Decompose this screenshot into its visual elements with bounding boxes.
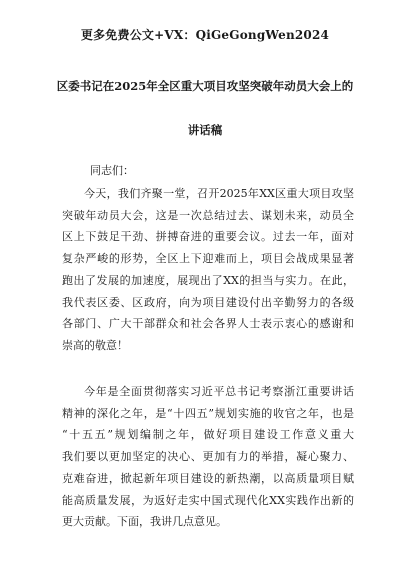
paragraph-line: 今年是全面贯彻落实习近平总书记考察浙江重要讲话 bbox=[84, 385, 354, 398]
paragraph-line: 我们要以更加坚定的决心、更加有力的举措，凝心聚力、 bbox=[62, 450, 354, 464]
paragraph-line: 各部门、广大干部群众和社会各界人士表示衷心的感谢和 bbox=[62, 317, 354, 331]
document-subtitle: 讲话稿 bbox=[187, 123, 223, 137]
paragraph-1 bbox=[62, 183, 354, 357]
paragraph-line: 区上下鼓足干劲、拼搏奋进的重要会议。过去一年，面对 bbox=[62, 230, 354, 244]
paragraph-line: “十五五”规划编制之年，做好项目建设工作意义重大 bbox=[62, 428, 354, 442]
paragraph-line: 能高质量发展，为返好走实中国式现代化XX实践作出新的 bbox=[62, 493, 354, 507]
paragraph-line: 今天，我们齐聚一堂，召开2025年XX区重大项目攻坚 bbox=[84, 187, 354, 200]
paragraph-line: 更大贡献。下面，我讲几点意见。 bbox=[62, 515, 227, 529]
paragraph-line: 复杂严峻的形势，全区上下迎难而上，项目会战成果显著 bbox=[62, 252, 354, 266]
paragraph-line: 我代表区委、区政府，向为项目建设付出辛勤努力的各级 bbox=[62, 295, 354, 309]
paragraph-line: 克难奋进，掀起新年项目建设的新热潮，以高质量项目赋 bbox=[62, 471, 354, 485]
document-title: 区委书记在2025年全区重大项目攻坚突破年动员大会上的 bbox=[56, 79, 354, 93]
watermark-header: 更多免费公文+VX：QiGeGongWen2024 bbox=[80, 28, 330, 42]
paragraph-line: 跑出了发展的加速度，展现出了XX的担当与实力。在此， bbox=[62, 273, 354, 287]
paragraph-line: 突破年动员大会，这是一次总结过去、谋划未来，动员全 bbox=[62, 208, 354, 222]
paragraph-line: 崇高的敬意！ bbox=[62, 338, 128, 352]
paragraph-2 bbox=[62, 381, 354, 533]
salutation: 同志们： bbox=[90, 164, 134, 177]
paragraph-line: 精神的深化之年，是“十四五”规划实施的收官之年，也是 bbox=[62, 406, 354, 420]
